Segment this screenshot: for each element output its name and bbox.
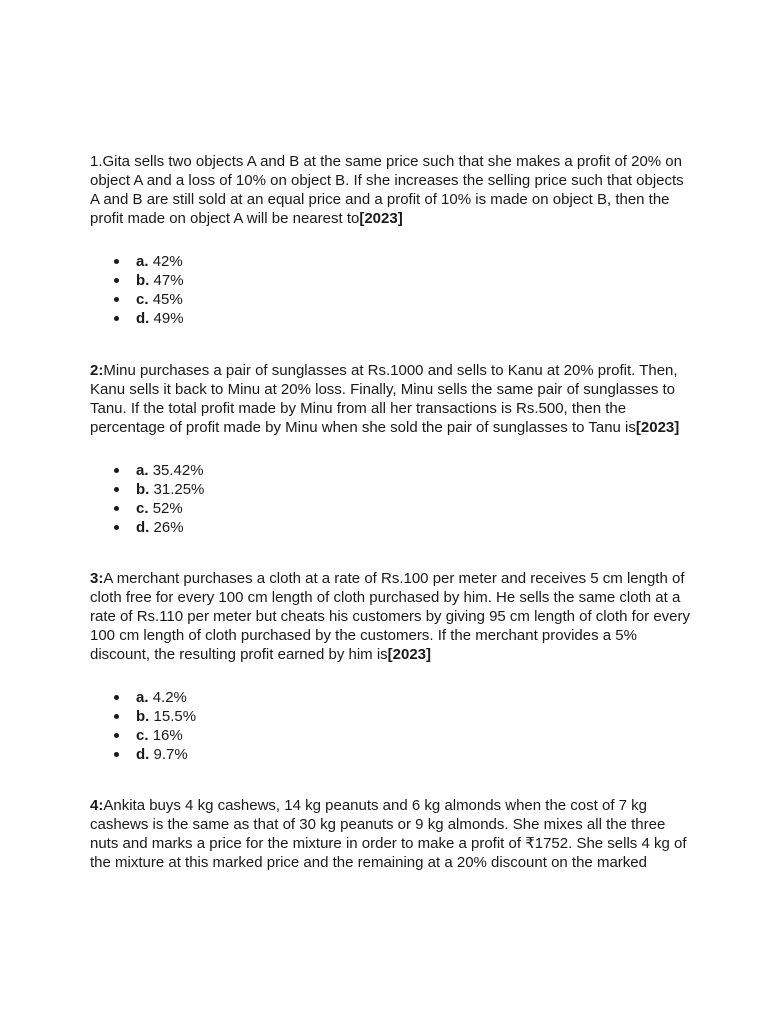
option-value: 15.5% (153, 708, 197, 725)
list-item (90, 480, 690, 499)
option-value: 45% (152, 291, 183, 308)
option-value: 42% (152, 253, 183, 270)
option-letter: d. (136, 519, 150, 536)
option-value: 31.25% (153, 481, 205, 498)
option-letter: d. (136, 310, 150, 327)
document-page (90, 152, 690, 872)
question-3-number: 3: (90, 570, 104, 587)
option-letter: b. (136, 272, 150, 289)
question-4-text: Ankita buys 4 kg cashews, 14 kg peanuts and 6 kg almonds when the cost of 7 kg cashews is the same as that of 30 kg peanuts or 9 kg almonds. She mixes all the three nuts and marks a price for the mixture in order to make a profit of ₹1752. She sells 4 kg of the mixture at this marked price and the remaining at a 20% discount on the marked (90, 797, 687, 871)
list-item (90, 290, 690, 309)
question-1-year: [2023] (359, 210, 403, 227)
option-letter: b. (136, 481, 150, 498)
question-2-year: [2023] (635, 419, 680, 436)
question-2-options (90, 461, 690, 537)
option-letter: a. (136, 462, 149, 479)
option-letter: a. (136, 689, 149, 706)
option-letter: c. (136, 291, 149, 308)
question-3 (90, 569, 690, 664)
option-value: 35.42% (152, 462, 204, 479)
question-2-number: 2: (90, 362, 104, 379)
option-letter: d. (136, 746, 150, 763)
question-1-options (90, 252, 690, 328)
question-4-number: 4: (90, 797, 104, 814)
list-item (90, 499, 690, 518)
question-3-year: [2023] (387, 646, 432, 663)
list-item (90, 252, 690, 271)
option-value: 47% (153, 272, 184, 289)
option-letter: c. (136, 500, 149, 517)
list-item (90, 271, 690, 290)
question-1-number: 1. (90, 153, 103, 170)
list-item (90, 707, 690, 726)
question-4 (90, 796, 690, 872)
option-value: 52% (152, 500, 183, 517)
option-value: 16% (152, 727, 183, 744)
option-letter: b. (136, 708, 150, 725)
list-item (90, 688, 690, 707)
option-value: 26% (153, 519, 184, 536)
option-value: 9.7% (153, 746, 188, 763)
question-3-options (90, 688, 690, 764)
question-1-text: Gita sells two objects A and B at the same price such that she makes a profit of 20% on object A and a loss of 10% on object B. If she increases the selling price such that objects A and B are still sold at an equal price and a profit of 10% is made on object B, then the profit made on object A will be nearest to (90, 153, 684, 227)
option-letter: c. (136, 727, 149, 744)
question-2-text: Minu purchases a pair of sunglasses at Rs.1000 and sells to Kanu at 20% profit. Then, Kanu sells it back to Minu at 20% loss. Finally, Minu sells the same pair of sunglasses to Tanu. If the total profit made by Minu from all her transactions is Rs.500, then the percentage of profit made by Minu when she sold the pair of sunglasses to Tanu is (90, 362, 678, 436)
list-item (90, 518, 690, 537)
list-item (90, 309, 690, 328)
list-item (90, 745, 690, 764)
option-letter: a. (136, 253, 149, 270)
list-item (90, 461, 690, 480)
option-value: 4.2% (152, 689, 187, 706)
question-1 (90, 152, 690, 228)
option-value: 49% (153, 310, 184, 327)
question-2 (90, 361, 690, 437)
list-item (90, 726, 690, 745)
question-3-text: A merchant purchases a cloth at a rate of Rs.100 per meter and receives 5 cm length of cloth free for every 100 cm length of cloth purchased by him. He sells the same cloth at a rate of Rs.110 per meter but cheats his customers by giving 95 cm length of cloth for every 100 cm length of cloth purchased by the customers. If the merchant provides a 5% discount, the resulting profit earned by him is (90, 570, 691, 663)
